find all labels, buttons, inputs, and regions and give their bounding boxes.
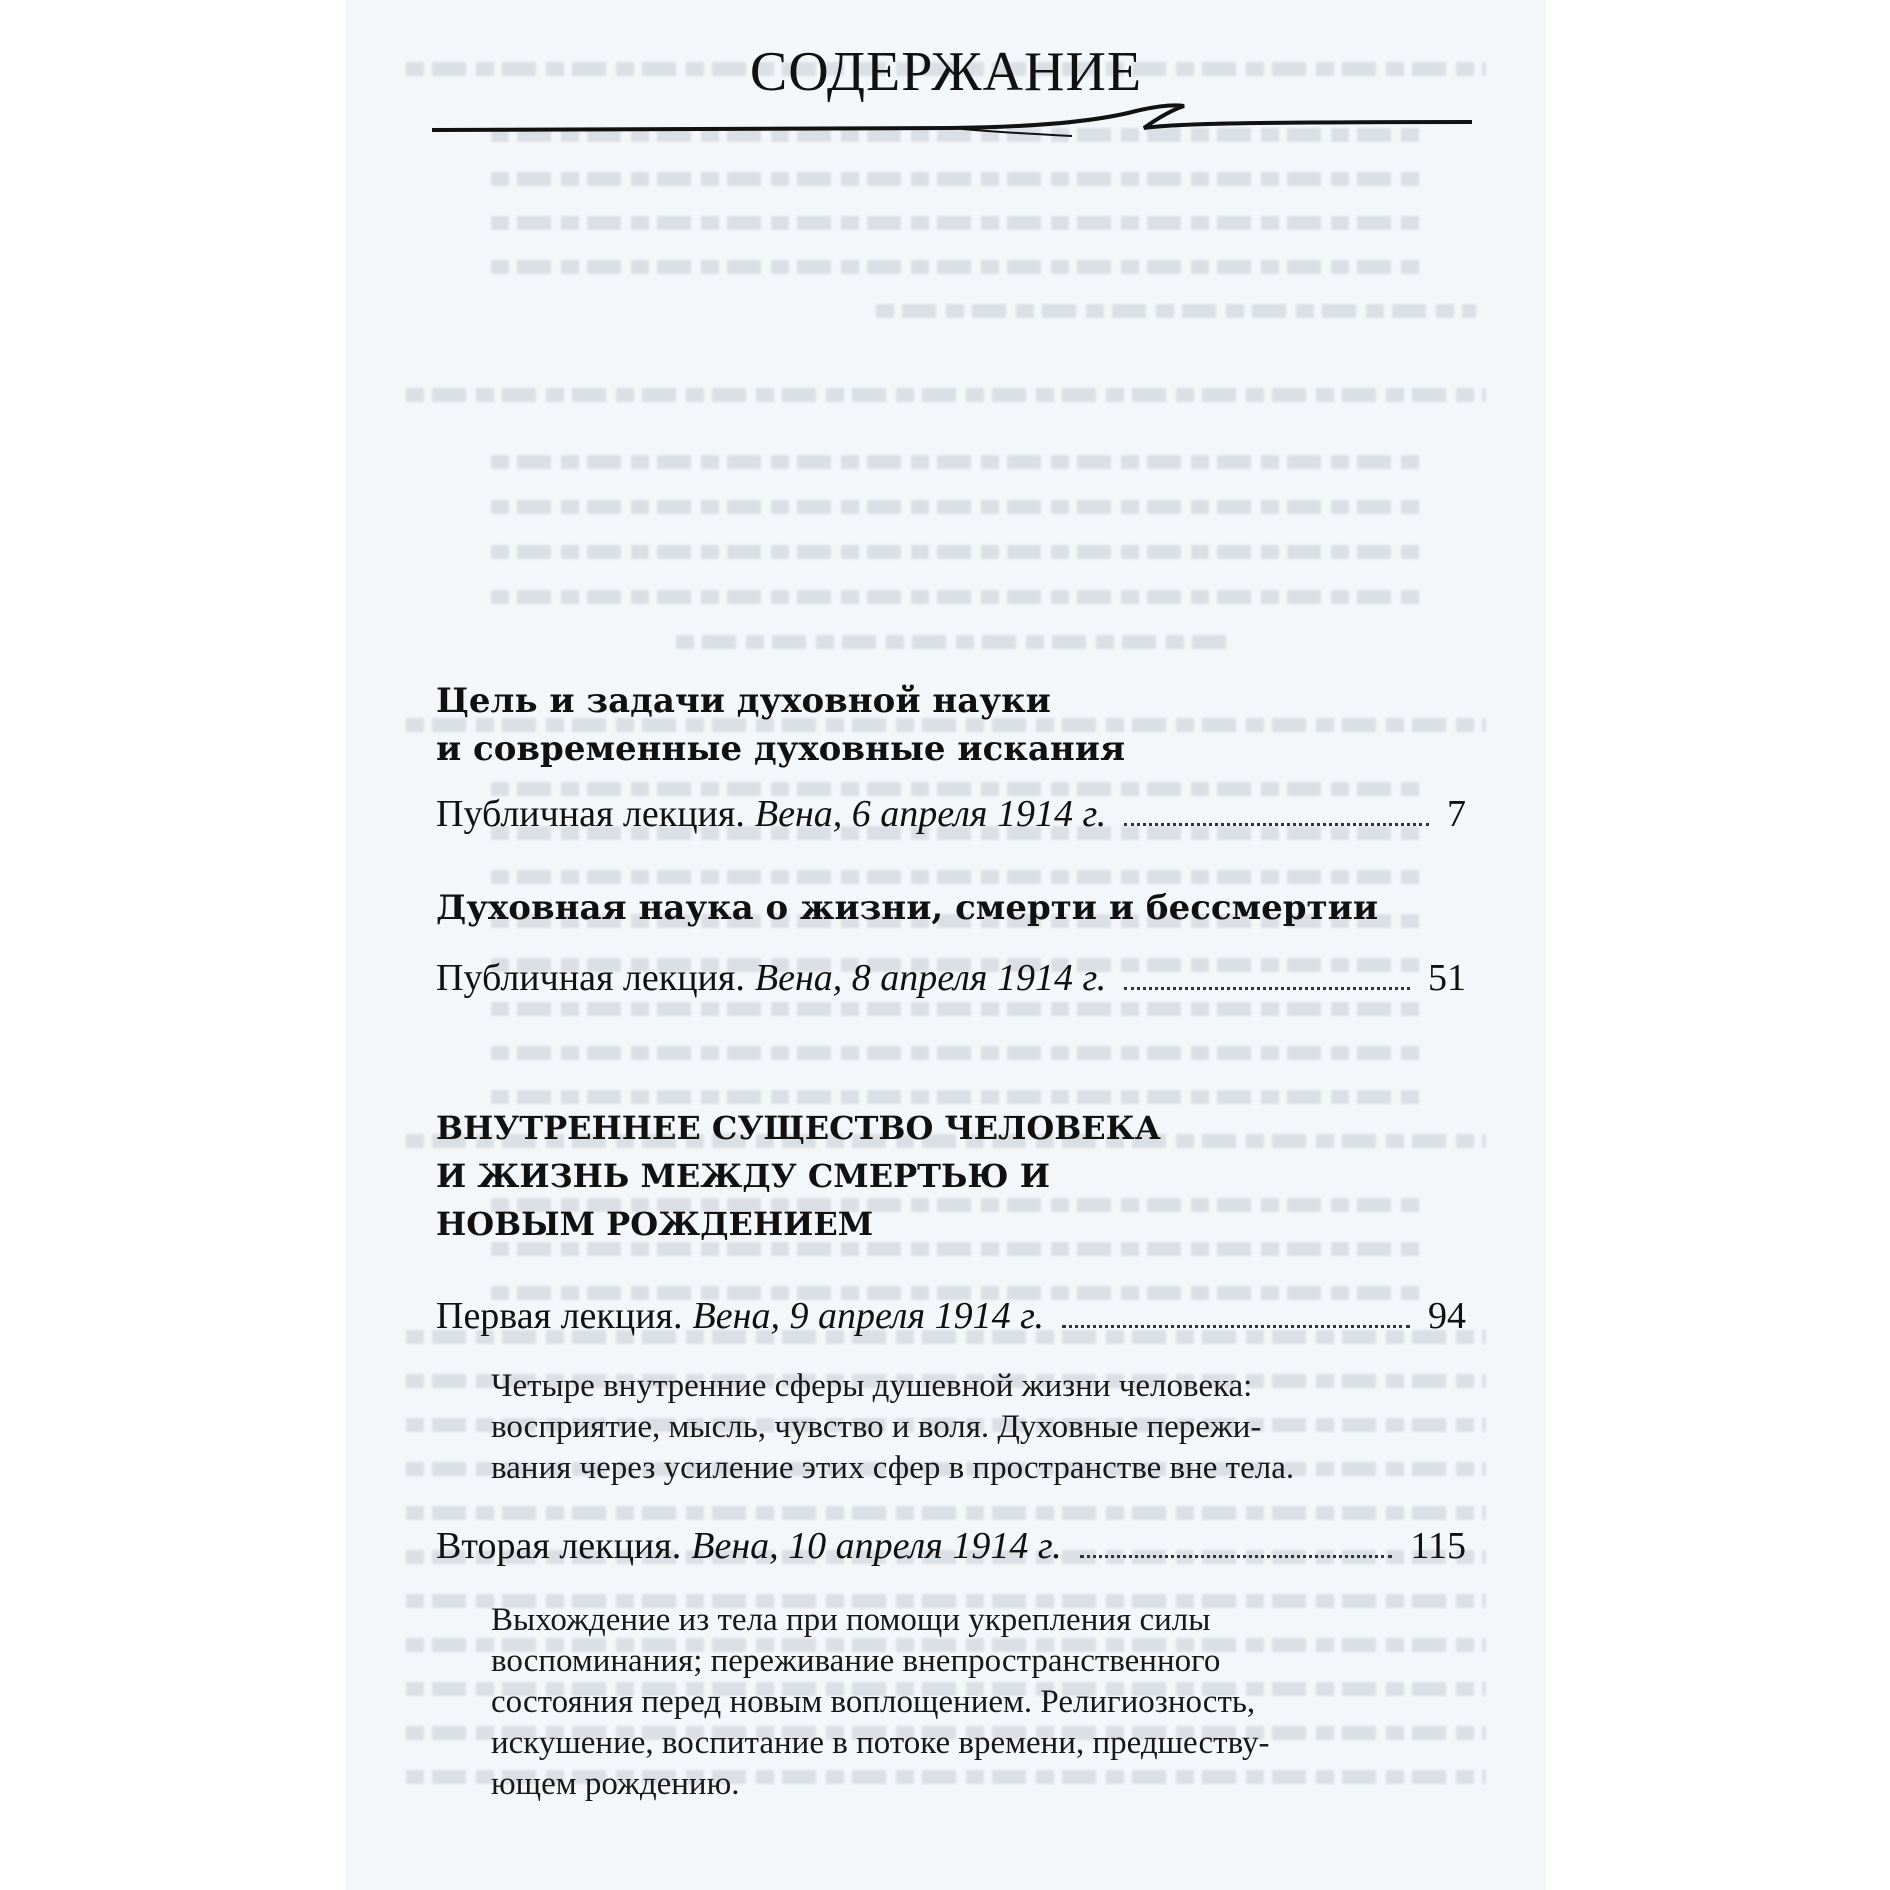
dot-leader (1124, 823, 1429, 826)
table-of-contents (346, 0, 1546, 1890)
page-number: 7 (1447, 793, 1466, 835)
page-number: 94 (1428, 1295, 1466, 1337)
summary-line: состояния перед новым воплощением. Религиозность, (491, 1684, 1256, 1720)
dot-leader (1080, 1555, 1393, 1558)
lecture-kind: Публичная лекция. (436, 793, 745, 835)
page-number: 51 (1428, 957, 1466, 999)
entry-title (436, 677, 1476, 773)
entry-title-line: Цель и задачи духовной науки (436, 681, 1051, 721)
book-page (346, 0, 1546, 1890)
lecture-place-date: Вена, 9 апреля 1914 г. (692, 1295, 1044, 1337)
summary-line: искушение, воспитание в потоке времени, предшеству- (491, 1725, 1270, 1761)
toc-entry-line[interactable] (436, 1292, 1466, 1340)
lecture-kind: Первая лекция. (436, 1295, 683, 1337)
lecture-summary (491, 1366, 1416, 1489)
dot-leader (1124, 987, 1410, 990)
summary-line: ющем рождению. (491, 1766, 740, 1802)
cycle-title-line: ВНУТРЕННЕЕ СУЩЕСТВО ЧЕЛОВЕКА (436, 1109, 1161, 1147)
dot-leader (1062, 1325, 1410, 1328)
title-ornament-rule (432, 98, 1472, 150)
lecture-place-date: Вена, 8 апреля 1914 г. (754, 957, 1107, 999)
page-number: 115 (1410, 1525, 1466, 1567)
lecture-place-date: Вена, 10 апреля 1914 г. (691, 1525, 1062, 1567)
page-title: СОДЕРЖАНИЕ (749, 41, 1143, 103)
lecture-kind: Вторая лекция. (436, 1525, 682, 1567)
lecture-summary (491, 1600, 1416, 1805)
summary-line: Четыре внутренние сферы душевной жизни человека: (491, 1368, 1253, 1404)
cycle-title-line: И ЖИЗНЬ МЕЖДУ СМЕРТЬЮ И (436, 1157, 1050, 1195)
entry-title (436, 884, 1476, 932)
summary-line: восприятие, мысль, чувство и воля. Духовные пережи- (491, 1409, 1262, 1445)
cycle-title-line: НОВЫМ РОЖДЕНИЕМ (436, 1205, 874, 1243)
toc-entry-line[interactable] (436, 790, 1466, 838)
summary-line: воспоминания; переживание внепространственного (491, 1643, 1221, 1679)
entry-title-line: Духовная наука о жизни, смерти и бессмертии (436, 888, 1379, 928)
entry-title-line: и современные духовные искания (436, 729, 1126, 769)
summary-line: вания через усиление этих сфер в пространстве вне тела. (491, 1450, 1295, 1486)
lecture-kind: Публичная лекция. (436, 957, 745, 999)
summary-line: Выхождение из тела при помощи укрепления силы (491, 1602, 1211, 1638)
lecture-place-date: Вена, 6 апреля 1914 г. (754, 793, 1107, 835)
cycle-title (436, 1104, 1476, 1248)
toc-entry-line[interactable] (436, 954, 1466, 1002)
toc-entry-line[interactable] (436, 1522, 1466, 1570)
